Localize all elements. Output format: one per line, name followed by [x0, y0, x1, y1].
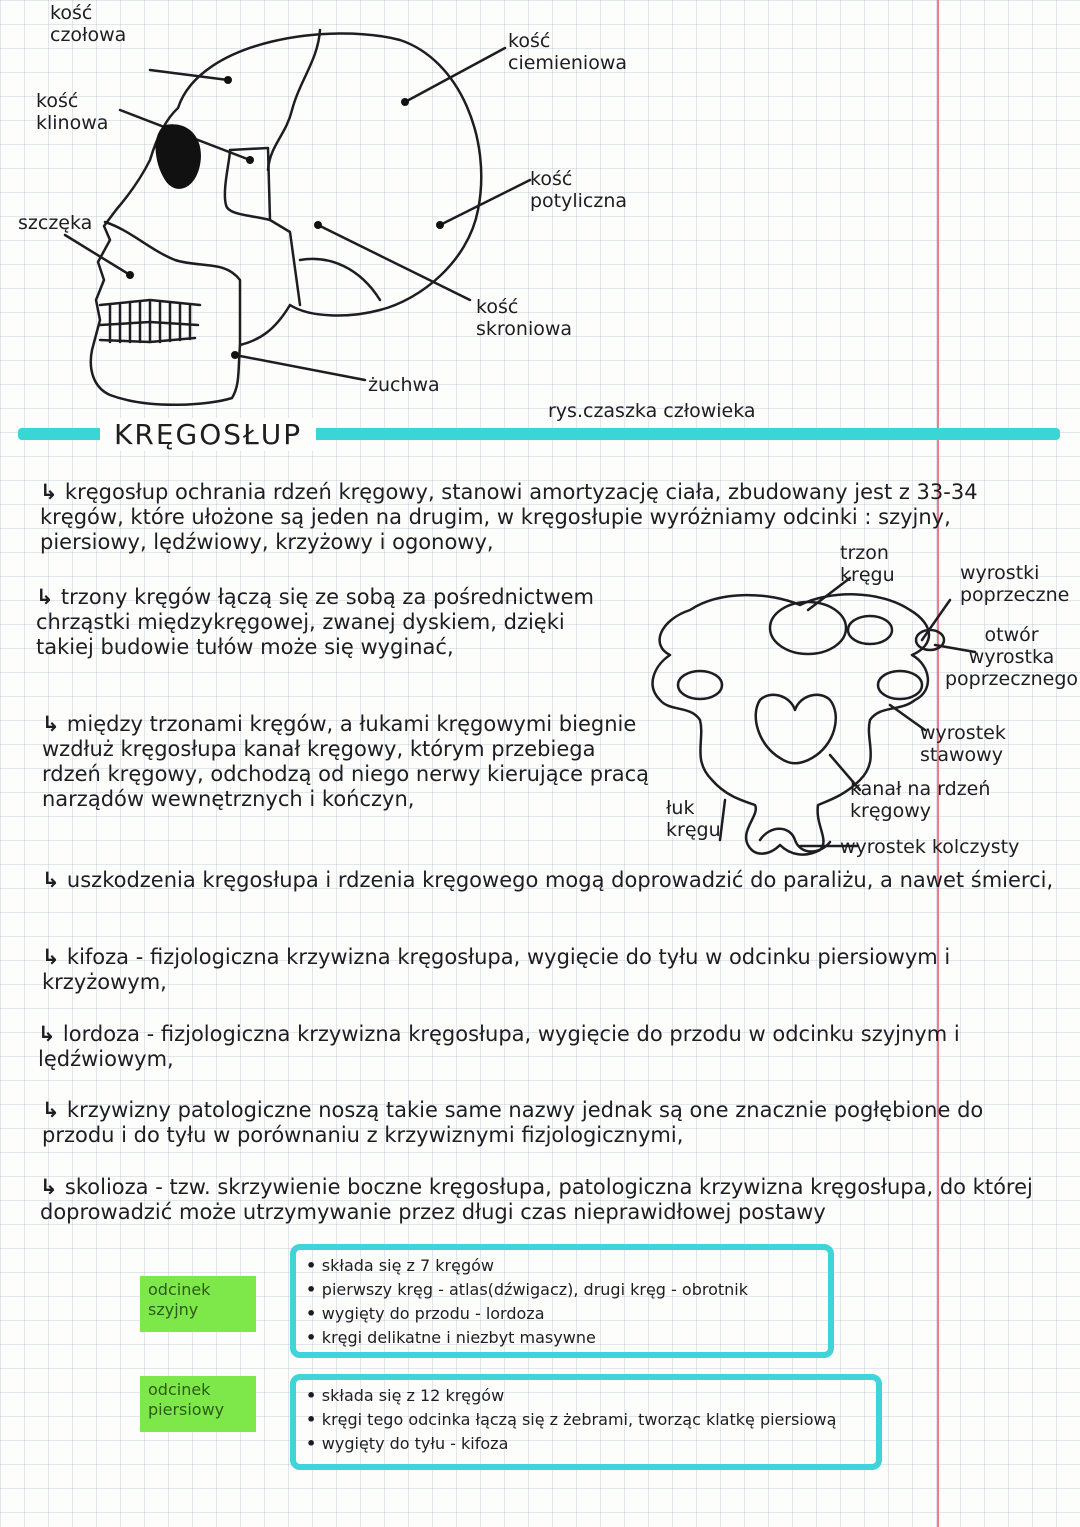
label-wyrostek-stawowy: wyrostek stawowy: [920, 722, 1006, 766]
tag-odcinek-piersiowy: odcinek piersiowy: [140, 1376, 256, 1432]
paragraph-1: ↳ kręgosłup ochrania rdzeń kręgowy, stanowi amortyzację ciała, zbudowany jest z 33-34 kręgów, które ułożone są jeden na drugim, w kręgosłupie wyróżniamy odcinki : szyjny, piersiowy, lędźwiowy, krzyżowy i ogonowy,: [40, 480, 978, 554]
label-kosc-skroniowa: kość skroniowa: [476, 296, 573, 340]
label-trzon-kregu: trzon kręgu: [840, 542, 895, 586]
label-otwor-wyrostka: otwór wyrostka poprzecznego: [945, 624, 1079, 690]
paragraph-6: ↳ lordoza - fizjologiczna krzywizna kręgosłupa, wygięcie do przodu w odcinku szyjnym i lędźwiowym,: [38, 1022, 960, 1071]
list-odcinek-piersiowy: [296, 1380, 876, 1456]
label-luk-kregu: łuk kręgu: [666, 797, 721, 841]
list-odcinek-szyjny: [296, 1250, 828, 1350]
paragraph-5: ↳ kifoza - fizjologiczna krzywizna kręgosłupa, wygięcie do tyłu w odcinku piersiowym i krzyżowym,: [42, 945, 951, 994]
tag-odcinek-szyjny: odcinek szyjny: [140, 1276, 256, 1332]
label-kosc-ciemieniowa: kość ciemieniowa: [508, 30, 628, 74]
list-item: • wygięty do tyłu - kifoza: [306, 1432, 876, 1456]
paragraph-7: ↳ krzywizny patologiczne noszą takie same nazwy jednak są one znacznie pogłębione do przodu i do tyłu w porównaniu z krzywiznymi fizjologicznymi,: [42, 1098, 984, 1147]
label-zuchwa: żuchwa: [368, 374, 440, 396]
list-item: • kręgi delikatne i niezbyt masywne: [306, 1326, 828, 1350]
paragraph-8: ↳ skolioza - tzw. skrzywienie boczne kręgosłupa, patologiczna krzywizna kręgosłupa, do której doprowadzić może utrzymywanie przez długi czas nieprawidłowej postawy: [40, 1175, 1033, 1224]
label-kosc-klinowa: kość klinowa: [36, 90, 109, 134]
label-szczeka: szczęka: [18, 212, 93, 234]
skull-caption: rys.czaszka człowieka: [548, 400, 756, 422]
label-kosc-potyliczna: kość potyliczna: [530, 168, 628, 212]
list-item: • pierwszy kręg - atlas(dźwigacz), drugi kręg - obrotnik: [306, 1278, 828, 1302]
paragraph-3: ↳ między trzonami kręgów, a łukami kręgowymi biegnie wzdłuż kręgosłupa kanał kręgowy, którym przebiega rdzeń kręgowy, odchodzą od niego nerwy kierujące pracą narządów wewnętrznych i kończyn,: [42, 712, 650, 811]
section-title: KRĘGOSŁUP: [100, 418, 316, 451]
list-item: • kręgi tego odcinka łączą się z żebrami, tworząc klatkę piersiową: [306, 1408, 876, 1432]
list-item: • składa się z 7 kręgów: [306, 1254, 828, 1278]
list-item: • składa się z 12 kręgów: [306, 1384, 876, 1408]
label-wyrostek-kolczysty: wyrostek kolczysty: [840, 836, 1020, 858]
box-odcinek-szyjny: [290, 1244, 834, 1358]
label-kanal-rdzen: kanał na rdzeń kręgowy: [850, 778, 991, 822]
paragraph-2: ↳ trzony kręgów łączą się ze sobą za pośrednictwem chrząstki międzykręgowej, zwanej dyskiem, dzięki takiej budowie tułów może się wyginać,: [36, 585, 595, 659]
label-wyrostki-poprzeczne: wyrostki poprzeczne: [960, 562, 1070, 606]
box-odcinek-piersiowy: [290, 1374, 882, 1470]
list-item: • wygięty do przodu - lordoza: [306, 1302, 828, 1326]
paragraph-4: ↳ uszkodzenia kręgosłupa i rdzenia kręgowego mogą doprowadzić do paraliżu, a nawet śmierci,: [42, 868, 1054, 892]
label-kosc-czolowa: kość czołowa: [50, 2, 127, 46]
